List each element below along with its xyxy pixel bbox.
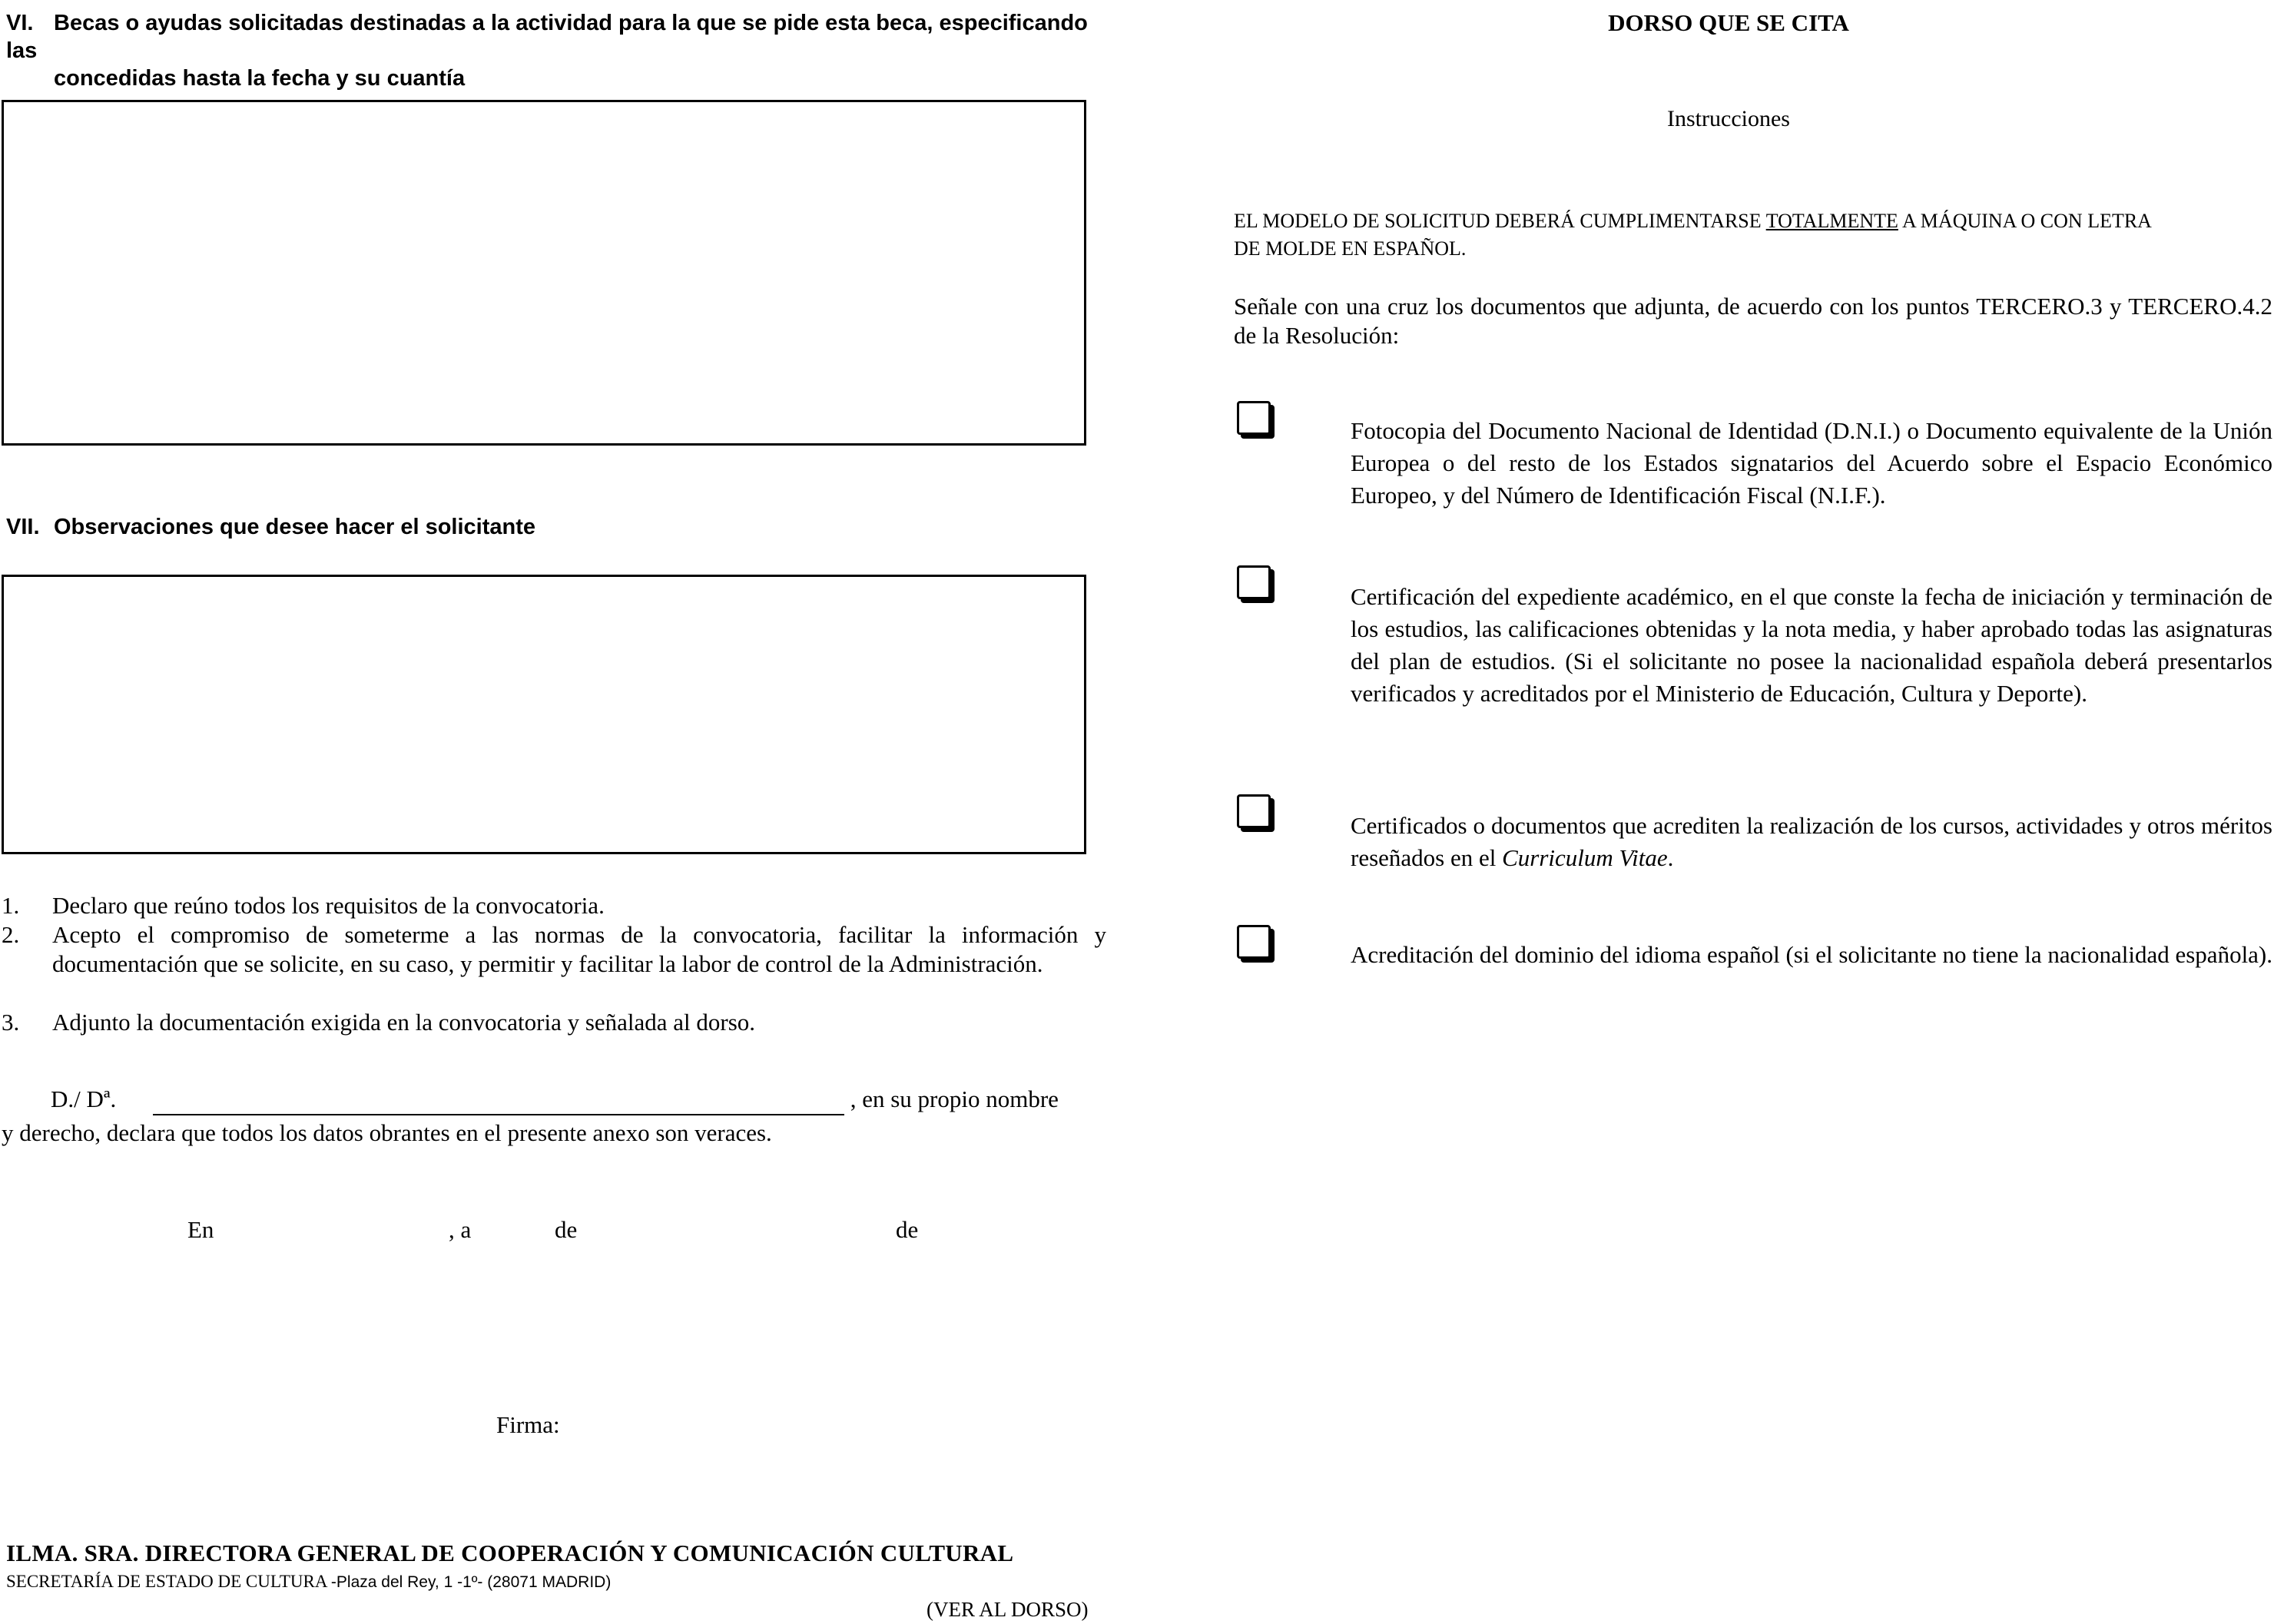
instrucciones-subtitle: Instrucciones bbox=[1667, 106, 1790, 131]
certificados-text: Certificados o documentos que acrediten la realización de los cursos, actividades y otros méritos reseñados en el bbox=[1351, 812, 2272, 871]
caps-part1: EL MODELO DE SOLICITUD DEBERÁ CUMPLIMENTARSE bbox=[1234, 210, 1762, 232]
declaration-text: Acepto el compromiso de someterme a las normas de la convocatoria, facilitar la información y documentación que se solicite, en su caso, y permitir y facilitar la labor de control de la Administración. bbox=[52, 921, 1106, 977]
place-field[interactable] bbox=[230, 1215, 446, 1245]
observaciones-textarea[interactable] bbox=[2, 575, 1086, 854]
declaration-number: 3. bbox=[2, 1009, 20, 1036]
instructions-intro: Señale con una cruz los documentos que adjunta, de acuerdo con los puntos TERCERO.3 y TERCERO.4.2 de la Resolución: bbox=[1234, 293, 2272, 349]
document-item-certificados bbox=[1351, 810, 2272, 874]
curriculum-vitae-text: Curriculum Vitae bbox=[1502, 844, 1668, 871]
signer-line bbox=[51, 1085, 1106, 1115]
section-vi-heading bbox=[6, 9, 1112, 92]
declaration-text: Adjunto la documentación exigida en la convocatoria y señalada al dorso. bbox=[52, 1009, 756, 1036]
firma-label: Firma: bbox=[496, 1411, 560, 1438]
signature-area[interactable] bbox=[584, 1390, 1045, 1437]
section-vi-number: VI. bbox=[6, 11, 34, 35]
declaration-item bbox=[2, 920, 1106, 979]
day-field[interactable] bbox=[486, 1215, 553, 1245]
date-de-label-2: de bbox=[896, 1216, 919, 1243]
document-checkbox-certificados[interactable] bbox=[1237, 794, 1271, 828]
dorso-title: DORSO QUE SE CITA bbox=[1608, 9, 1849, 36]
document-checkbox-idioma[interactable] bbox=[1237, 925, 1271, 959]
addressee-subtitle bbox=[6, 1572, 611, 1592]
ver-al-dorso: (VER AL DORSO) bbox=[927, 1598, 1089, 1621]
month-field[interactable] bbox=[592, 1215, 891, 1245]
section-vii-heading bbox=[6, 513, 1112, 541]
declaration-item bbox=[2, 891, 1106, 920]
addressee-secretaria: SECRETARÍA DE ESTADO DE CULTURA bbox=[6, 1572, 327, 1591]
caps-part2: A MÁQUINA O CON LETRA bbox=[1901, 210, 2152, 232]
section-vi-title-line2: concedidas hasta la fecha y su cuantía bbox=[54, 66, 466, 91]
document-checkbox-expediente[interactable] bbox=[1237, 565, 1271, 599]
declaration-number: 2. bbox=[2, 921, 20, 948]
year-field[interactable] bbox=[931, 1215, 1085, 1245]
section-vii-number: VII. bbox=[6, 515, 40, 539]
document-item-idioma: Acreditación del dominio del idioma español (si el solicitante no tiene la nacionalidad española). bbox=[1351, 941, 2273, 968]
signer-name-field[interactable] bbox=[153, 1085, 844, 1115]
section-vi-title-line1: Becas o ayudas solicitadas destinadas a la actividad para la que se pide esta beca, especificando las bbox=[6, 11, 1088, 63]
declaration-number: 1. bbox=[2, 892, 20, 919]
addressee-street: -Plaza del Rey, 1 -1º- (28071 MADRID) bbox=[330, 1573, 612, 1591]
section-vii-title: Observaciones que desee hacer el solicitante bbox=[54, 515, 536, 539]
instructions-caps bbox=[1234, 207, 2272, 263]
signer-prefix: D./ Dª. bbox=[51, 1085, 117, 1112]
document-item-dni: Fotocopia del Documento Nacional de Identidad (D.N.I.) o Documento equivalente de la Unión Europea o del resto de los Estados signatarios del Acuerdo sobre el Espacio Económico Europeo, y del Número de Identificación Fiscal (N.I.F.). bbox=[1351, 417, 2272, 509]
declaration-item bbox=[2, 1008, 1106, 1037]
declaration-text: Declaro que reúno todos los requisitos de la convocatoria. bbox=[52, 892, 605, 919]
addressee-title: ILMA. SRA. DIRECTORA GENERAL DE COOPERACIÓN Y COMUNICACIÓN CULTURAL bbox=[6, 1539, 1014, 1566]
becas-ayudas-textarea[interactable] bbox=[2, 100, 1086, 446]
date-de-label-1: de bbox=[555, 1216, 578, 1243]
certificados-end: . bbox=[1667, 844, 1674, 871]
signer-suffix: , en su propio nombre bbox=[850, 1085, 1059, 1112]
date-a-label: , a bbox=[449, 1216, 472, 1243]
caps-underlined: TOTALMENTE bbox=[1765, 210, 1898, 232]
place-en-label: En bbox=[187, 1216, 214, 1243]
caps-line2: DE MOLDE EN ESPAÑOL. bbox=[1234, 237, 1467, 260]
document-checkbox-dni[interactable] bbox=[1237, 401, 1271, 435]
signer-declaration: y derecho, declara que todos los datos obrantes en el presente anexo son veraces. bbox=[2, 1119, 772, 1146]
document-item-expediente: Certificación del expediente académico, en el que conste la fecha de iniciación y terminación de los estudios, las calificaciones obtenidas y la nota media, y haber aprobado todas las asignaturas del plan de estudios. (Si el solicitante no posee la nacionalidad española deberá presentarlos verificados y acreditados por el Ministerio de Educación, Cultura y Deporte). bbox=[1351, 583, 2272, 707]
